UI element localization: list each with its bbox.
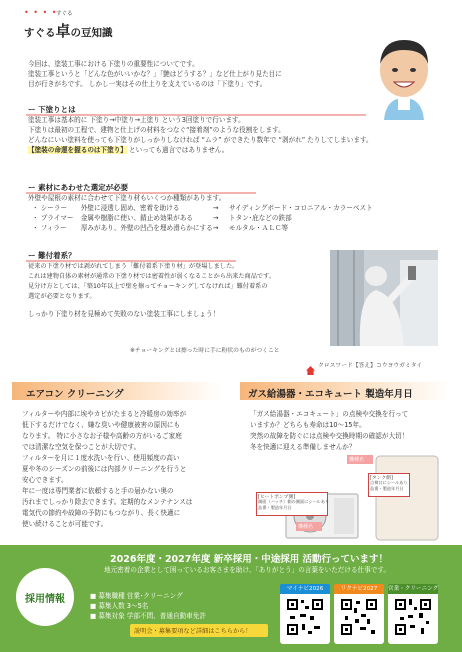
material-row — [32, 204, 373, 214]
intro-line: 今回は、塗装工事における下塗りの重要性についてです。 — [28, 60, 199, 68]
section3-heading: ー 難付着系？ — [28, 251, 76, 260]
aircon-line: 汚れまでしっかり除去できます。定期的なメンテナンスは — [22, 498, 193, 506]
row-arrow: → — [212, 224, 219, 232]
section1-heading: ー 下塗りとは — [28, 105, 76, 114]
row-arrow: → — [212, 214, 219, 222]
heater-line: 「ガス給湯器・エコキュート」の点検や交換を行って — [250, 410, 409, 418]
aircon-title: エアコン クリーニング — [26, 389, 124, 400]
aircon-line: 安心できます。 — [22, 476, 68, 484]
model-label: 機種名 — [349, 457, 365, 463]
tank-label: 点検口にシールあり — [370, 480, 408, 485]
section1-line: どんなにいい塗料を使っても下塗りがしっかりしなければ “ムラ” ができたり数年で “剥がれ” たりしてしまいます。 — [28, 136, 373, 144]
heatpump-label: 側面（ハッチ）側の側面にシールあり — [258, 499, 330, 504]
recruit-badge: 採用情報 — [16, 568, 74, 626]
section3-line: これは建物自体の素材が通常の下塗り材では密着性が弱くなることから出来た商品です。 — [28, 273, 276, 280]
aircon-line: 電気代の節約や故障の予防にもつながり、長く快適に — [22, 509, 181, 517]
row-name: プライマー — [40, 214, 74, 222]
qr-label: マイナビ2026 — [280, 584, 330, 594]
section1-line: 塗装工事は基本的に 下塗り→中塗り→上塗り という3回塗りで行います。 — [28, 116, 245, 124]
row-desc: 外壁に浸透し固め、密着を助ける — [80, 204, 180, 212]
row-target: モルタル・ＡＬＣ等 — [229, 224, 289, 232]
title-suffix: の豆知識 — [70, 27, 113, 39]
heater-line: いますか？どちらも寿命は10～15年。 — [250, 421, 366, 429]
section1-emphasis: 【塗装の命運を握るのは下塗り】 — [28, 146, 127, 154]
section3-line: 見分け方としては、「築10年以上で壁を擦ってチョーキングしてなければ」難付着系の — [28, 283, 268, 290]
aircon-line: なります。 特に小さなお子様や高齢の方がいるご家庭 — [22, 432, 182, 440]
aircon-line: フィルターを月に１度水洗いを行い、使用頻度の高い — [22, 454, 180, 462]
recruit-item: ■ 募集対象 学部不問、普通自動車免許 — [90, 612, 206, 620]
row-desc: 厚みがあり、外壁の凹凸を埋め滑らかにする — [80, 224, 213, 232]
heater-title: ガス給湯器・エコキュート 製造年月日 — [248, 389, 413, 400]
page-title — [24, 20, 113, 41]
aircon-line: フィルターや内部に埃やカビがたまると冷暖房の効率が — [22, 410, 187, 418]
row-bullet: ・ — [32, 214, 39, 222]
recruit-cta-label: 説明会・募集要項など詳細はこちらから！ — [134, 628, 252, 635]
qr-card-cleaning[interactable] — [388, 584, 438, 644]
row-desc: 金属や樹脂に使い、錆止め効果がある — [80, 214, 193, 222]
aircon-line: 低下するだけでなく、嫌な臭いや健康被害の原因にも — [22, 421, 181, 429]
title-prefix: すぐる — [24, 27, 56, 39]
aircon-line: 夏や冬のシーズンの前後には内部クリーニングを行うと — [22, 465, 187, 473]
row-name: フィラー — [40, 224, 67, 232]
intro-line: 塗装工事というと「どんな色がいいかな？」「艶はどうする？」など仕上がり見た目に — [28, 70, 282, 78]
section1-emphasis-line — [28, 146, 228, 156]
row-arrow: → — [212, 204, 219, 212]
row-target: サイディングボード・コロニアル・カラーベスト — [229, 204, 373, 212]
section3-note: ※チョーキングとは擦った時に手に粉状のものがつくこと — [130, 348, 280, 354]
avatar — [368, 34, 438, 120]
section3-closing: しっかり下塗り材を見極めて失敗のない塗装工事にしましょう！ — [28, 310, 220, 318]
recruit-item: ■ 募集人数 3～5名 — [90, 602, 149, 610]
aircon-line: 年に一度は専門業者に依頼すると手の届かない奥の — [22, 487, 174, 495]
section2-lead: 外壁や屋根の素材に合わせて下塗り材もいくつか種類があります。 — [28, 194, 226, 202]
section1-line: 下塗りは最初の工程で、建物と仕上げの材料をつなぐ“接着剤”のような役割をします。 — [28, 126, 285, 134]
title-ruby: すぐる — [56, 11, 73, 17]
qr-card-rikunabi[interactable] — [334, 584, 384, 644]
house-icon — [306, 360, 315, 369]
row-bullet: ・ — [32, 224, 39, 232]
qr-label: リクナビ2027 — [334, 584, 384, 594]
heater-line: 突然の故障を防ぐには点検や交換時期の確認が大切！ — [250, 432, 409, 440]
heatpump-label: [ヒートポンプ側] — [258, 495, 296, 500]
qr-code-icon — [388, 594, 438, 644]
qr-card-mynavi[interactable] — [280, 584, 330, 644]
section1-emphasis-tail: といっても過言ではありません。 — [129, 146, 229, 154]
model-label: 機種名 — [298, 524, 314, 530]
intro-line: 目が行きがちです。 しかし一実はその仕上りを支えているのは「下塗り」です。 — [28, 80, 267, 88]
section3-line: 選定が必要となります。 — [28, 293, 96, 300]
heatpump-label: 品番・製造年月日 — [258, 505, 292, 510]
recruit-sub: 地元密着の企業として困っているお客さまを助け、「ありがとう」の言葉をいただける仕事です。 — [104, 566, 391, 574]
material-row — [32, 214, 292, 224]
qr-code-icon — [280, 594, 330, 644]
painter-photo — [330, 250, 438, 346]
aircon-line: では清潔な空気を保つことが大切です。 — [22, 443, 141, 451]
aircon-line: 使い続けることが可能です。 — [22, 520, 108, 528]
section3-line: 従来の下塗り材では剥がれてしまう「難付着系下塗り材」が登場しました。 — [28, 263, 239, 270]
row-target: トタン･庇などの鉄部 — [229, 214, 292, 222]
title-main: 卓 — [55, 22, 71, 40]
tank-label: [タンク側] — [370, 476, 393, 481]
qr-label: 営業・クリーニング — [388, 586, 439, 592]
recruit-item: ■ 募集職種 営業･クリーニング — [90, 592, 183, 600]
heater-line: 冬を快適に迎える準備しませんか？ — [250, 443, 356, 451]
title-dots: • • • • — [24, 8, 58, 17]
material-row — [32, 224, 288, 234]
row-bullet: ・ — [32, 204, 39, 212]
qr-code-icon — [334, 594, 384, 644]
section2-heading: ー 素材にあわせた選定が必要 — [28, 183, 129, 192]
tank-label: 品番・製造年月日 — [370, 486, 404, 491]
row-name: シーラー — [40, 204, 68, 212]
quiz-answer: クロスワード【答え】コウヨウガミタイ — [318, 363, 423, 369]
recruit-headline: 2026年度・2027年度 新卒採用・中途採用 活動行っています！ — [110, 554, 388, 565]
